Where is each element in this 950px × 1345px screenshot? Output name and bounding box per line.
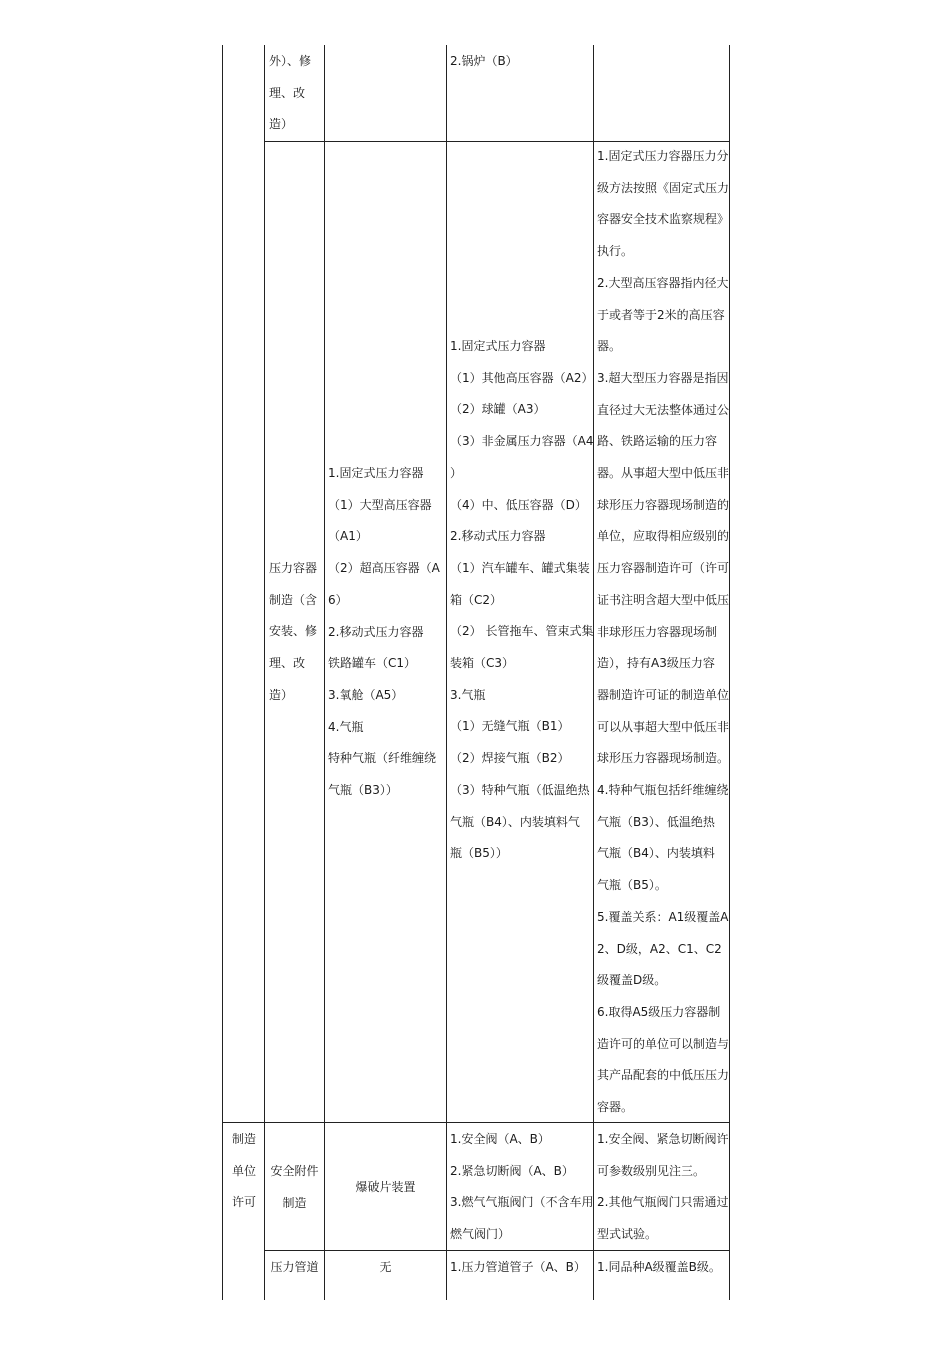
boiler-level-cell: [450, 46, 590, 78]
column-divider-2: [324, 45, 325, 1300]
pressure-vessel-item-cell: [269, 553, 323, 712]
text-line: 1.固定式压力容器: [450, 339, 546, 353]
pipeline-item-cell: [265, 1252, 324, 1284]
text-line: 器。从事超大型中低压非: [597, 466, 730, 481]
text-line: 1.压力管道管子（A、B）: [450, 1260, 586, 1274]
text-line: 瓶（B5））: [450, 846, 508, 861]
pipeline-high-level-cell: [325, 1252, 446, 1284]
text-line: （2）超高压容器（A: [328, 561, 440, 576]
text-line: 6）: [328, 592, 348, 607]
safety-accessory-high-level-cell: [325, 1172, 446, 1204]
text-line: 造许可的单位可以制造与: [597, 1036, 730, 1051]
text-line: 球形压力容器现场制造。: [597, 751, 730, 766]
text-line: 容器安全技术监察规程》: [597, 212, 730, 227]
text-line: 制造（含: [269, 592, 318, 607]
text-line: 路、铁路运输的压力容: [597, 434, 718, 449]
column-divider-3: [446, 45, 447, 1300]
text-line: 理、改: [269, 656, 306, 671]
text-line: 级覆盖D级。: [597, 973, 667, 988]
text-line: 1.安全阀、紧急切断阀许: [597, 1132, 729, 1146]
text-line: 2.其他气瓶阀门只需通过: [597, 1195, 729, 1210]
text-line: 球形压力容器现场制造的: [597, 497, 730, 512]
text-line: 制造: [232, 1132, 257, 1146]
text-line: 其产品配套的中低压压力: [597, 1068, 730, 1083]
text-line: 单位，应取得相应级别的: [597, 529, 730, 544]
text-line: 理、改: [269, 85, 306, 100]
text-line: 容器。: [597, 1100, 634, 1115]
text-line: 造）: [269, 117, 294, 132]
text-line: 3.氧舱（A5）: [328, 687, 404, 702]
text-line: （1）无缝气瓶（B1）: [450, 719, 570, 734]
safety-accessory-item-cell: [265, 1156, 324, 1219]
text-line: （1）汽车罐车、罐式集装: [450, 560, 590, 575]
pipeline-level-cell: [450, 1252, 591, 1284]
text-line: 直径过大无法整体通过公: [597, 402, 730, 417]
text-line: 1.固定式压力容器: [328, 466, 424, 480]
category-cell: [232, 1124, 262, 1219]
text-line: 可参数级别见注三。: [597, 1163, 706, 1178]
text-line: 4.气瓶: [328, 719, 364, 734]
text-line: 执行。: [597, 244, 634, 259]
text-line: （3）非金属压力容器（A4: [450, 434, 594, 449]
text-line: 安装、修: [269, 624, 318, 639]
text-line: 安全附件: [270, 1164, 319, 1178]
text-line: 5.覆盖关系：A1级覆盖A: [597, 909, 729, 924]
text-line: 箱（C2）: [450, 592, 503, 607]
text-line: 造），持有A3级压力容: [597, 656, 715, 671]
text-line: （1）其他高压容器（A2）: [450, 370, 594, 385]
text-line: 2.移动式压力容器: [450, 529, 546, 544]
text-line: 装箱（C3）: [450, 656, 515, 671]
text-line: 制造: [282, 1195, 307, 1210]
boiler-item-cell: [269, 46, 321, 141]
text-line: 气瓶（B3）、低温绝热: [597, 814, 715, 829]
text-line: （A1）: [328, 529, 368, 544]
text-line: 爆破片装置: [355, 1180, 416, 1194]
text-line: 外）、修: [269, 54, 312, 68]
text-line: 型式试验。: [597, 1227, 658, 1242]
text-line: 证书注明含超大型中低压: [597, 592, 730, 607]
text-line: 6.取得A5级压力容器制: [597, 1004, 721, 1019]
text-line: 3.超大型压力容器是指因: [597, 370, 729, 385]
text-line: 气瓶（B3））: [328, 783, 398, 798]
text-line: 压力容器制造许可（许可: [597, 561, 730, 576]
text-line: 2.锅炉（B）: [450, 54, 518, 68]
text-line: 级方法按照《固定式压力: [597, 180, 730, 195]
text-line: 气瓶（B4）、内装填料气: [450, 814, 580, 829]
text-line: 气瓶（B4）、内装填料: [597, 846, 715, 861]
text-line: 燃气阀门）: [450, 1227, 511, 1242]
text-line: 1.固定式压力容器压力分: [597, 149, 729, 163]
pressure-vessel-high-level-cell: [328, 458, 444, 807]
text-line: ）: [450, 465, 463, 480]
pipeline-note-cell: [597, 1252, 728, 1284]
text-line: 特种气瓶（纤维缠绕: [328, 751, 437, 766]
text-line: 造）: [269, 687, 294, 702]
text-line: 4.特种气瓶包括纤维缠绕: [597, 783, 729, 798]
text-line: （1）大型高压容器: [328, 497, 432, 512]
text-line: 铁路罐车（C1）: [328, 656, 417, 671]
text-line: （3）特种气瓶（低温绝热: [450, 782, 590, 797]
text-line: 许可: [232, 1195, 257, 1210]
text-line: 3.气瓶: [450, 687, 486, 702]
safety-accessory-level-cell: [450, 1124, 594, 1251]
safety-accessory-note-cell: [597, 1124, 728, 1251]
text-line: 1.同品种A级覆盖B级。: [597, 1260, 721, 1274]
table-border-left: [222, 45, 223, 1300]
text-line: 器。: [597, 339, 622, 354]
text-line: 非球形压力容器现场制: [597, 624, 718, 639]
text-line: 无: [379, 1260, 392, 1274]
table-border-right: [729, 45, 730, 1300]
text-line: 可以从事超大型中低压非: [597, 719, 730, 734]
text-line: 2、D级，A2、C1、C2: [597, 941, 722, 956]
column-divider-1: [264, 45, 265, 1300]
text-line: 2.紧急切断阀（A、B）: [450, 1163, 574, 1178]
text-line: 单位: [232, 1163, 257, 1178]
column-divider-4: [593, 45, 594, 1300]
text-line: （4）中、低压容器（D）: [450, 497, 587, 512]
text-line: 2.移动式压力容器: [328, 624, 424, 639]
text-line: （2）焊接气瓶（B2）: [450, 751, 570, 766]
text-line: （2） 长管拖车、管束式集: [450, 624, 594, 639]
text-line: （2）球罐（A3）: [450, 402, 546, 417]
text-line: 器制造许可证的制造单位: [597, 687, 730, 702]
text-line: 3.燃气气瓶阀门（不含车用: [450, 1195, 594, 1210]
text-line: 2.大型高压容器指内径大: [597, 275, 729, 290]
text-line: 于或者等于2米的高压容: [597, 307, 725, 322]
text-line: 1.安全阀（A、B）: [450, 1132, 550, 1146]
pressure-vessel-level-cell: [450, 331, 594, 870]
text-line: 压力管道: [270, 1260, 319, 1274]
text-line: 气瓶（B5）。: [597, 878, 667, 893]
pressure-vessel-note-cell: [597, 141, 728, 1124]
text-line: 压力容器: [269, 561, 318, 575]
